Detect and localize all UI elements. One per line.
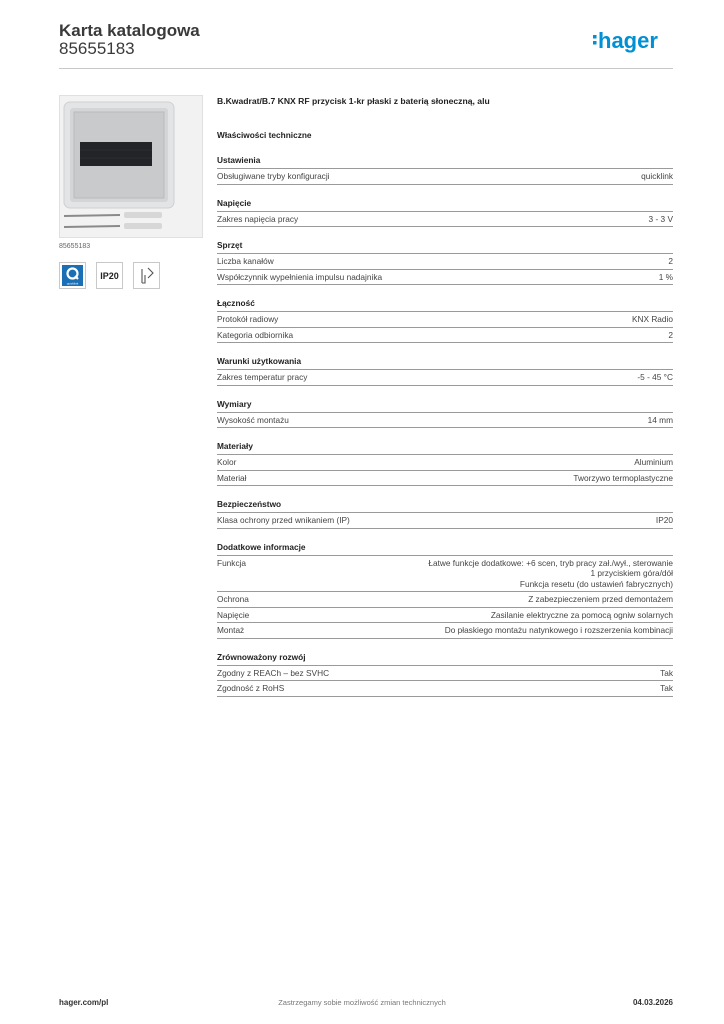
- spec-value: KNX Radio: [631, 314, 673, 324]
- quicklink-icon: [60, 263, 85, 288]
- spec-section: [217, 198, 673, 228]
- spec-value: Tworzywo termoplastyczne: [573, 472, 673, 483]
- spec-row: [217, 608, 673, 624]
- spec-label: Wysokość montażu: [217, 414, 289, 425]
- section-title: Napięcie: [217, 198, 673, 212]
- spec-sections: [217, 155, 673, 697]
- spec-label: Kolor: [217, 457, 237, 467]
- spec-section: [217, 542, 673, 639]
- ip-label: IP20: [100, 270, 119, 281]
- spec-value: Z zabezpieczeniem przed demontażem: [528, 594, 673, 604]
- spec-row: [217, 212, 673, 228]
- product-content: [217, 96, 673, 697]
- footer-website: hager.com/pl: [59, 998, 109, 1007]
- ip20-badge: [96, 262, 123, 289]
- quicklink-badge: [59, 262, 86, 289]
- spec-label: Liczba kanałów: [217, 256, 274, 266]
- spec-value: IP20: [655, 515, 673, 525]
- spec-row: [217, 413, 673, 429]
- spec-label: Ochrona: [217, 594, 249, 604]
- hager-logo: [592, 29, 674, 60]
- spec-section: [217, 155, 673, 185]
- spec-row: [217, 592, 673, 608]
- spec-section: [217, 441, 673, 486]
- mounting-icon: [134, 263, 159, 288]
- spec-section: [217, 298, 673, 343]
- footer-date: 04.03.2026: [632, 998, 673, 1007]
- spec-label: Klasa ochrony przed wnikaniem (IP): [217, 515, 350, 525]
- spec-section: [217, 399, 673, 429]
- spec-section: [217, 499, 673, 529]
- section-title: Łączność: [217, 298, 673, 312]
- quicklink-caption: quicklink: [66, 281, 79, 286]
- section-title: Dodatkowe informacje: [217, 542, 673, 556]
- section-title: Bezpieczeństwo: [217, 499, 673, 513]
- spec-row: [217, 681, 673, 697]
- spec-row: [217, 270, 673, 286]
- spec-value: Tak: [660, 683, 673, 693]
- section-title: Materiały: [217, 441, 673, 455]
- spec-label: Materiał: [217, 472, 247, 483]
- spec-label: Zakres temperatur pracy: [217, 372, 308, 382]
- spec-row: [217, 312, 673, 328]
- spec-row: [217, 471, 673, 487]
- section-title: Sprzęt: [217, 240, 673, 254]
- spec-value: quicklink: [641, 171, 673, 181]
- spec-value: Zasilanie elektryczne za pomocą ogniw solarnych: [490, 609, 673, 620]
- spec-row: [217, 455, 673, 471]
- mounting-badge: [133, 262, 160, 289]
- spec-value: 2: [668, 329, 673, 340]
- product-image: [59, 95, 203, 238]
- spec-label: Obsługiwane tryby konfiguracji: [217, 171, 330, 181]
- header-divider: [59, 68, 673, 69]
- spec-label: Współczynnik wypełnienia impulsu nadajnika: [217, 271, 383, 282]
- spec-row: [217, 169, 673, 185]
- spec-label: Zakres napięcia pracy: [217, 213, 299, 224]
- spec-section: [217, 652, 673, 697]
- spec-label: Montaż: [217, 625, 245, 635]
- spec-section: [217, 356, 673, 386]
- technical-properties-title: Właściwości techniczne: [217, 130, 312, 140]
- spec-value: 3 - 3 V: [648, 213, 673, 224]
- spec-value: Tak: [660, 667, 673, 678]
- spec-row: [217, 254, 673, 270]
- section-title: Zrównoważony rozwój: [217, 652, 673, 666]
- spec-row: [217, 370, 673, 386]
- spec-value: 14 mm: [647, 414, 673, 425]
- spec-row: [217, 328, 673, 344]
- section-title: Warunki użytkowania: [217, 356, 673, 370]
- spec-value: 2: [668, 256, 673, 266]
- spec-value: Do płaskiego montażu natynkowego i rozszerzenia kombinacji: [444, 625, 673, 635]
- footer-disclaimer: Zastrzegamy sobie możliwość zmian technicznych: [278, 998, 446, 1007]
- product-name: B.Kwadrat/B.7 KNX RF przycisk 1-kr płaski z baterią słoneczną, alu: [217, 96, 490, 106]
- section-title: Ustawienia: [217, 155, 673, 169]
- spec-value: -5 - 45 °C: [637, 372, 673, 382]
- section-title: Wymiary: [217, 399, 673, 413]
- spec-row: [217, 666, 673, 682]
- spec-value: Aluminium: [634, 457, 673, 467]
- spec-row: [217, 556, 673, 593]
- spec-label: Protokół radiowy: [217, 314, 279, 324]
- spec-value: 1 %: [658, 271, 673, 282]
- logo-text: hager: [598, 29, 658, 53]
- spec-row: [217, 623, 673, 639]
- spec-label: Kategoria odbiornika: [217, 329, 294, 340]
- document-title: Karta katalogowa: [59, 21, 200, 40]
- spec-label: Napięcie: [217, 609, 250, 620]
- spec-label: Zgodność z RoHS: [217, 683, 285, 693]
- spec-label: Zgodny z REACh – bez SVHC: [217, 667, 330, 678]
- spec-row: [217, 513, 673, 529]
- spec-section: [217, 240, 673, 285]
- badge-row: [59, 262, 160, 289]
- spec-label: Funkcja: [217, 557, 247, 568]
- image-code: 85655183: [59, 243, 91, 250]
- catalog-number: 85655183: [59, 39, 135, 58]
- spec-value: Łatwe funkcje dodatkowe: +6 scen, tryb pracy zał./wył., sterowanie 1 przyciskiem góra/dół Funkcja resetu (do ustawień fabrycznych): [428, 557, 673, 589]
